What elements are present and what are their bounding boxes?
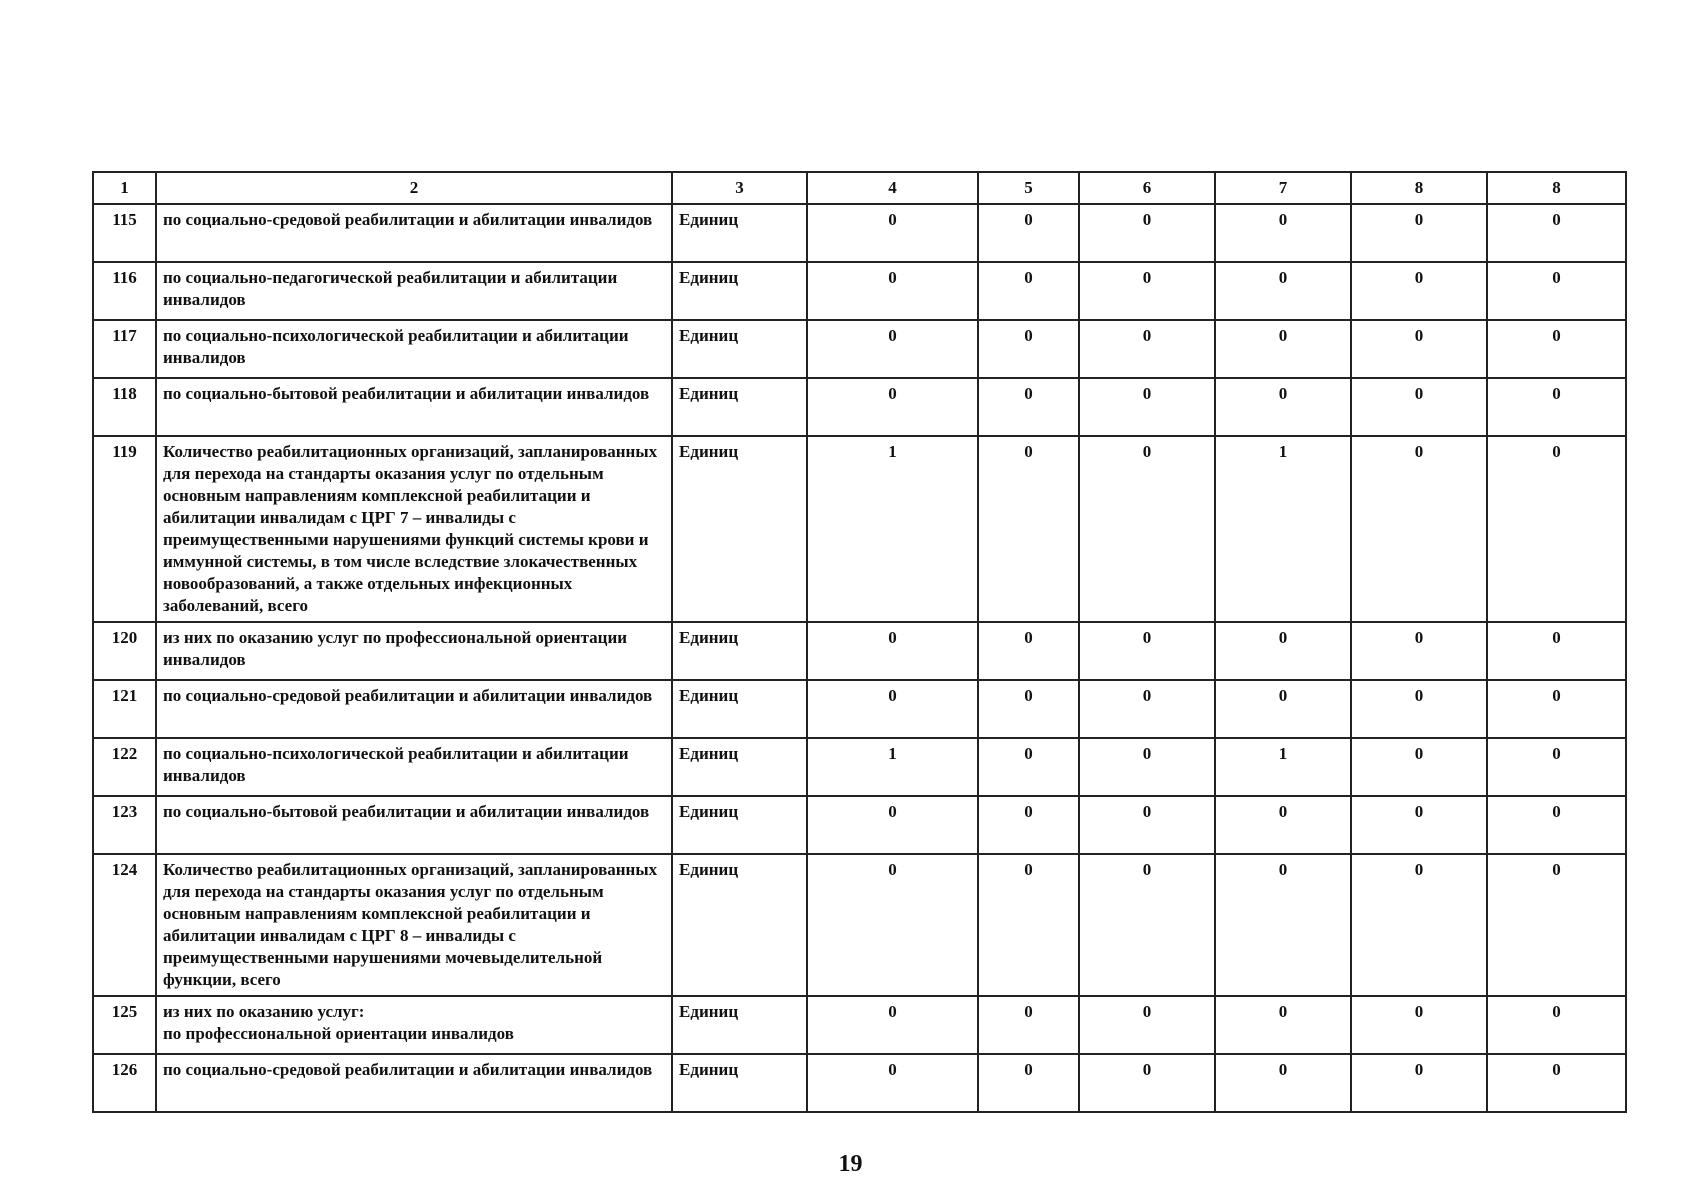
indicator-description-cell: из них по оказанию услуг по профессиональной ориентации инвалидов	[156, 622, 672, 680]
value-cell: 1	[807, 436, 978, 622]
unit-cell: Единиц	[672, 996, 807, 1054]
indicator-description-cell: по социально-средовой реабилитации и абилитации инвалидов	[156, 1054, 672, 1112]
unit-cell: Единиц	[672, 1054, 807, 1112]
value-cell: 0	[1487, 622, 1626, 680]
indicator-description-cell: по социально-бытовой реабилитации и абилитации инвалидов	[156, 796, 672, 854]
unit-cell: Единиц	[672, 738, 807, 796]
value-cell: 0	[1215, 996, 1351, 1054]
column-header: 7	[1215, 172, 1351, 204]
value-cell: 0	[1215, 262, 1351, 320]
value-cell: 0	[978, 1054, 1079, 1112]
value-cell: 0	[1351, 854, 1487, 996]
value-cell: 0	[1215, 1054, 1351, 1112]
row-number-cell: 124	[93, 854, 156, 996]
row-number-cell: 126	[93, 1054, 156, 1112]
value-cell: 0	[1351, 680, 1487, 738]
table-header-row	[93, 172, 1626, 204]
value-cell: 0	[1079, 796, 1215, 854]
value-cell: 0	[807, 622, 978, 680]
value-cell: 0	[1487, 680, 1626, 738]
value-cell: 0	[1079, 320, 1215, 378]
indicator-description-cell: по социально-средовой реабилитации и абилитации инвалидов	[156, 680, 672, 738]
column-header: 6	[1079, 172, 1215, 204]
column-header: 8	[1487, 172, 1626, 204]
indicator-description-cell: по социально-средовой реабилитации и абилитации инвалидов	[156, 204, 672, 262]
page-number: 19	[838, 1151, 863, 1177]
value-cell: 0	[1487, 204, 1626, 262]
column-header: 5	[978, 172, 1079, 204]
value-cell: 0	[1487, 796, 1626, 854]
value-cell: 0	[1079, 262, 1215, 320]
value-cell: 0	[807, 796, 978, 854]
value-cell: 0	[978, 204, 1079, 262]
value-cell: 0	[1215, 622, 1351, 680]
row-number-cell: 116	[93, 262, 156, 320]
value-cell: 0	[1487, 854, 1626, 996]
indicator-description-cell: по социально-педагогической реабилитации и абилитации инвалидов	[156, 262, 672, 320]
row-number-cell: 115	[93, 204, 156, 262]
value-cell: 0	[1215, 854, 1351, 996]
row-number-cell: 123	[93, 796, 156, 854]
value-cell: 0	[1215, 378, 1351, 436]
value-cell: 0	[1079, 204, 1215, 262]
value-cell: 0	[1079, 378, 1215, 436]
row-number-cell: 119	[93, 436, 156, 622]
value-cell: 0	[1487, 320, 1626, 378]
indicator-description-cell: по социально-психологической реабилитации и абилитации инвалидов	[156, 738, 672, 796]
table-row	[93, 204, 1626, 262]
table-row	[93, 854, 1626, 996]
value-cell: 0	[1215, 796, 1351, 854]
unit-cell: Единиц	[672, 622, 807, 680]
row-number-cell: 122	[93, 738, 156, 796]
row-number-cell: 120	[93, 622, 156, 680]
unit-cell: Единиц	[672, 436, 807, 622]
value-cell: 0	[1487, 1054, 1626, 1112]
value-cell: 0	[978, 622, 1079, 680]
row-number-cell: 121	[93, 680, 156, 738]
value-cell: 0	[1487, 378, 1626, 436]
unit-cell: Единиц	[672, 680, 807, 738]
value-cell: 0	[1351, 1054, 1487, 1112]
value-cell: 0	[1215, 680, 1351, 738]
value-cell: 0	[807, 320, 978, 378]
value-cell: 0	[807, 204, 978, 262]
value-cell: 0	[978, 436, 1079, 622]
value-cell: 0	[807, 262, 978, 320]
unit-cell: Единиц	[672, 378, 807, 436]
column-header: 4	[807, 172, 978, 204]
value-cell: 0	[1351, 204, 1487, 262]
value-cell: 0	[978, 854, 1079, 996]
table-row	[93, 796, 1626, 854]
value-cell: 0	[807, 680, 978, 738]
value-cell: 0	[1079, 436, 1215, 622]
table-row	[93, 436, 1626, 622]
indicator-description-cell: по социально-психологической реабилитации и абилитации инвалидов	[156, 320, 672, 378]
table-row	[93, 738, 1626, 796]
value-cell: 0	[1351, 738, 1487, 796]
value-cell: 0	[1351, 996, 1487, 1054]
table-row	[93, 622, 1626, 680]
unit-cell: Единиц	[672, 204, 807, 262]
table-row	[93, 996, 1626, 1054]
value-cell: 0	[1079, 680, 1215, 738]
table-row	[93, 1054, 1626, 1112]
indicator-description-cell: Количество реабилитационных организаций, запланированных для перехода на стандарты оказания услуг по отдельным основным направлениям комплексной реабилитации и абилитации инвалидам с ЦРГ 8 – инвалиды с преимущественными нарушениями мочевыделительной функции, всего	[156, 854, 672, 996]
value-cell: 0	[1487, 436, 1626, 622]
value-cell: 0	[1215, 320, 1351, 378]
row-number-cell: 117	[93, 320, 156, 378]
column-header: 2	[156, 172, 672, 204]
value-cell: 0	[1487, 996, 1626, 1054]
table-row	[93, 320, 1626, 378]
value-cell: 0	[1079, 996, 1215, 1054]
value-cell: 0	[1487, 738, 1626, 796]
value-cell: 0	[978, 738, 1079, 796]
value-cell: 0	[978, 796, 1079, 854]
table-row	[93, 680, 1626, 738]
value-cell: 1	[807, 738, 978, 796]
value-cell: 0	[1079, 854, 1215, 996]
data-table	[92, 171, 1627, 1113]
value-cell: 0	[1079, 622, 1215, 680]
value-cell: 0	[978, 996, 1079, 1054]
table-row	[93, 378, 1626, 436]
value-cell: 0	[1351, 378, 1487, 436]
indicator-description-cell: из них по оказанию услуг: по профессиональной ориентации инвалидов	[156, 996, 672, 1054]
unit-cell: Единиц	[672, 262, 807, 320]
indicator-description-cell: по социально-бытовой реабилитации и абилитации инвалидов	[156, 378, 672, 436]
value-cell: 0	[807, 996, 978, 1054]
value-cell: 1	[1215, 738, 1351, 796]
column-header: 8	[1351, 172, 1487, 204]
value-cell: 0	[1351, 320, 1487, 378]
column-header: 3	[672, 172, 807, 204]
row-number-cell: 125	[93, 996, 156, 1054]
value-cell: 0	[1215, 204, 1351, 262]
value-cell: 0	[978, 378, 1079, 436]
value-cell: 0	[1487, 262, 1626, 320]
value-cell: 0	[1079, 738, 1215, 796]
indicator-description-cell: Количество реабилитационных организаций, запланированных для перехода на стандарты оказания услуг по отдельным основным направлениям комплексной реабилитации и абилитации инвалидам с ЦРГ 7 – инвалиды с преимущественными нарушениями функций системы крови и иммунной системы, в том числе вследствие злокачественных новообразований, а также отдельных инфекционных заболеваний, всего	[156, 436, 672, 622]
value-cell: 0	[807, 854, 978, 996]
value-cell: 0	[1351, 262, 1487, 320]
value-cell: 0	[978, 320, 1079, 378]
value-cell: 1	[1215, 436, 1351, 622]
row-number-cell: 118	[93, 378, 156, 436]
table-body	[93, 204, 1626, 1112]
value-cell: 0	[1351, 436, 1487, 622]
value-cell: 0	[807, 1054, 978, 1112]
value-cell: 0	[978, 262, 1079, 320]
value-cell: 0	[807, 378, 978, 436]
value-cell: 0	[1079, 1054, 1215, 1112]
value-cell: 0	[1351, 796, 1487, 854]
unit-cell: Единиц	[672, 320, 807, 378]
value-cell: 0	[1351, 622, 1487, 680]
value-cell: 0	[978, 680, 1079, 738]
unit-cell: Единиц	[672, 796, 807, 854]
column-header: 1	[93, 172, 156, 204]
unit-cell: Единиц	[672, 854, 807, 996]
table-row	[93, 262, 1626, 320]
